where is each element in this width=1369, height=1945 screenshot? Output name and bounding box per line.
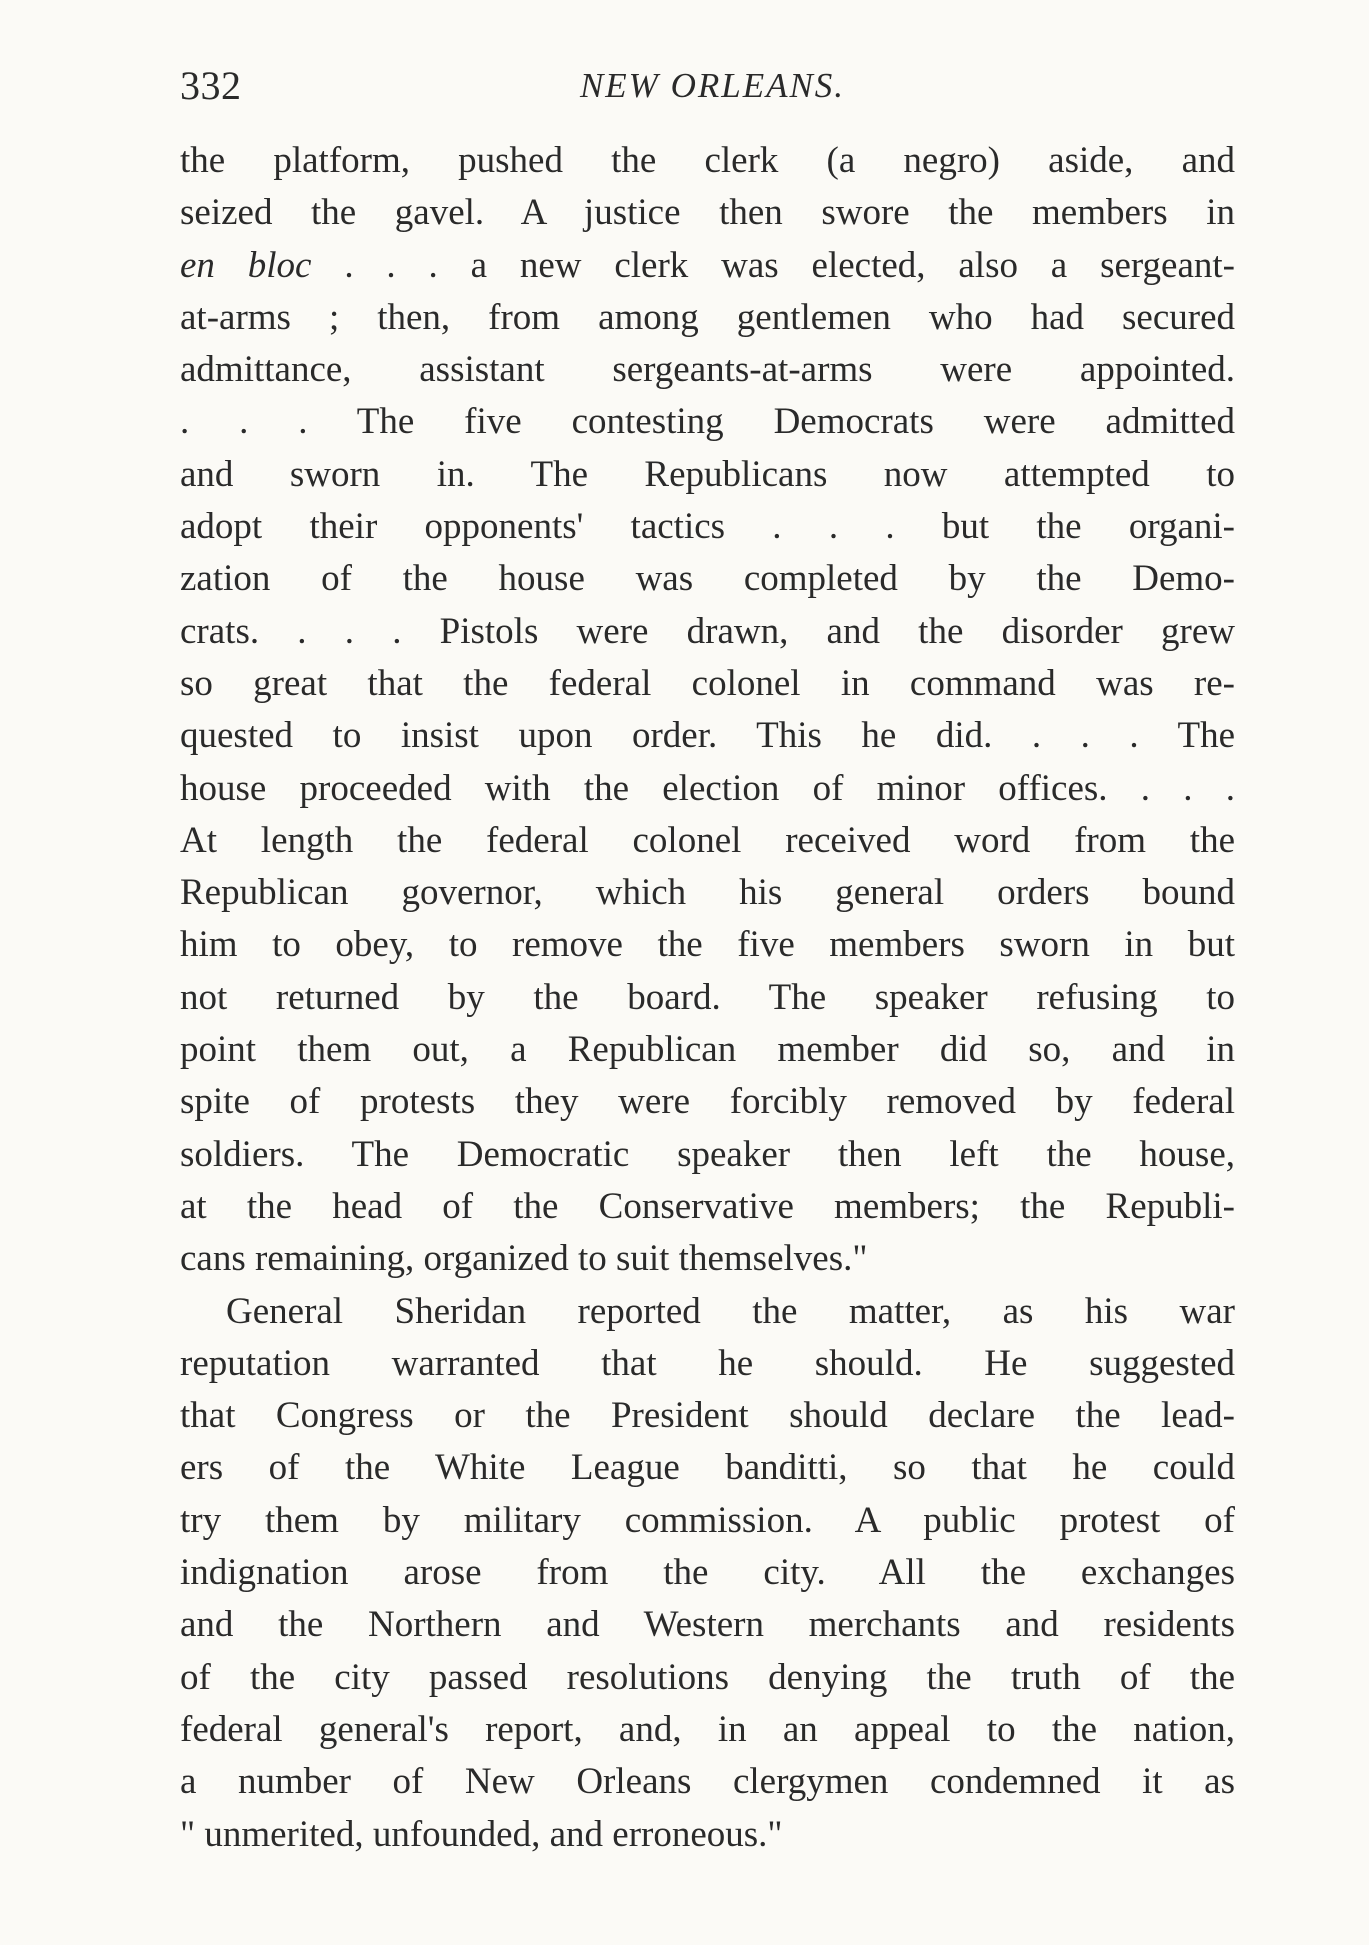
text-line: quested to insist upon order. This he did. . . . The — [180, 715, 1235, 757]
page-header — [180, 58, 1235, 114]
running-title: NEW ORLEANS. — [579, 66, 846, 105]
text-line: cans remaining, organized to suit themselves." — [180, 1238, 868, 1280]
text-line: at-arms ; then, from among gentlemen who had secured — [180, 296, 1235, 338]
text-line: ers of the White League banditti, so that he could — [180, 1447, 1235, 1489]
text-line: soldiers. The Democratic speaker then left the house, — [180, 1133, 1235, 1175]
text-line: try them by military commission. A public protest of — [180, 1499, 1235, 1541]
text-line: Republican governor, which his general orders bound — [180, 872, 1235, 914]
text-line: crats. . . . Pistols were drawn, and the disorder grew — [180, 610, 1235, 652]
text-line: a number of New Orleans clergymen condemned it as — [180, 1761, 1235, 1803]
italic-phrase: en bloc — [180, 244, 312, 286]
text-line: not returned by the board. The speaker refusing to — [180, 976, 1235, 1018]
text-line: reputation warranted that he should. He suggested — [180, 1342, 1235, 1384]
text-line: At length the federal colonel received word from the — [180, 819, 1235, 861]
text-line: him to obey, to remove the five members sworn in but — [180, 924, 1235, 966]
text-line: General Sheridan reported the matter, as his war — [226, 1290, 1235, 1332]
text-line: indignation arose from the city. All the exchanges — [180, 1552, 1235, 1594]
text-line: at the head of the Conservative members; the Republi- — [180, 1185, 1235, 1227]
text-line: admittance, assistant sergeants-at-arms were appointed. — [180, 349, 1235, 391]
text-line: house proceeded with the election of minor offices. . . . — [180, 767, 1235, 809]
body-text — [180, 135, 1235, 1861]
text-line: zation of the house was completed by the Demo- — [180, 558, 1235, 600]
text-line: federal general's report, and, in an appeal to the nation, — [180, 1708, 1235, 1750]
text-line — [180, 240, 1235, 292]
text-line: seized the gavel. A justice then swore the members in — [180, 192, 1235, 234]
text-line: adopt their opponents' tactics . . . but the organi- — [180, 506, 1235, 548]
text-line: the platform, pushed the clerk (a negro) aside, and — [180, 140, 1235, 181]
text-line: and the Northern and Western merchants and residents — [180, 1604, 1235, 1646]
text-line: and sworn in. The Republicans now attempted to — [180, 453, 1235, 495]
page-number: 332 — [180, 63, 242, 108]
text-line: that Congress or the President should declare the lead- — [180, 1395, 1235, 1437]
text-line: " unmerited, unfounded, and erroneous." — [180, 1813, 783, 1855]
text-line: so great that the federal colonel in command was re- — [180, 662, 1235, 704]
text-line: of the city passed resolutions denying the truth of the — [180, 1656, 1235, 1698]
text-line: . . . The five contesting Democrats were admitted — [180, 401, 1235, 443]
text-line-rest: . . . a new clerk was elected, also a sergeant- — [311, 244, 1235, 286]
text-line: spite of protests they were forcibly removed by federal — [180, 1081, 1235, 1123]
text-line: point them out, a Republican member did so, and in — [180, 1029, 1235, 1071]
